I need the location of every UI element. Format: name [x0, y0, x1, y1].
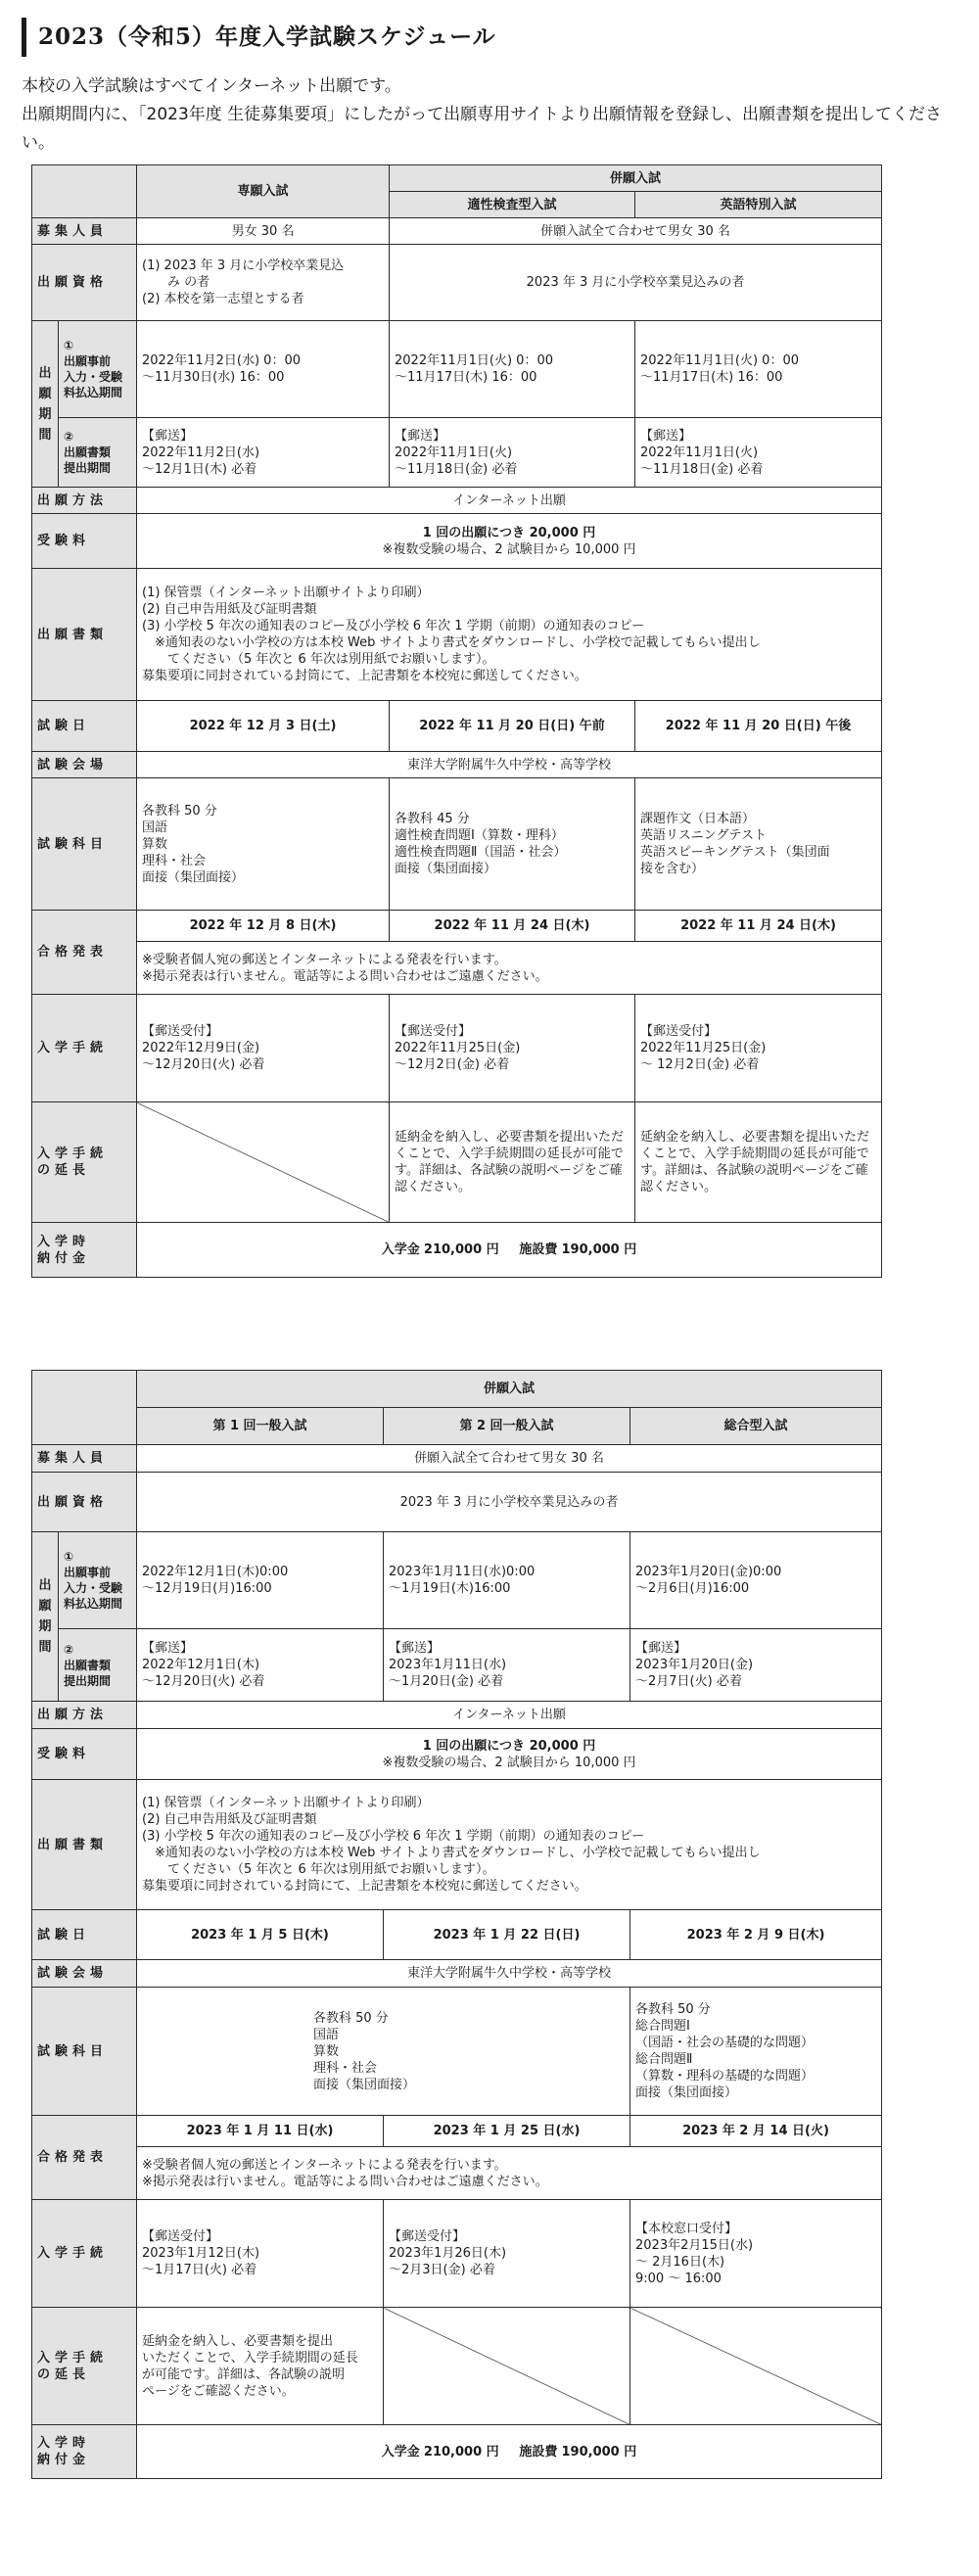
payment-value: 190,000 円	[561, 2444, 637, 2459]
payment-label: 入学金	[381, 1242, 420, 1257]
col-sogo: 総合型入試	[630, 1408, 882, 1445]
payment-label: 施設費	[519, 2444, 558, 2459]
col-senkan: 専願入試	[137, 165, 390, 218]
period-column-label: 出 願 期 間	[32, 321, 59, 488]
row-label-venue: 試験会場	[32, 1960, 137, 1988]
exam-date-cell: 2023 年 1 月 5 日(木)	[137, 1910, 384, 1960]
payment-value: 210,000 円	[423, 2444, 499, 2459]
row-label-documents: 出願書類	[32, 569, 137, 701]
period1-cell: 2022年11月1日(火) 0：00 ～11月17日(木) 16：00	[635, 321, 882, 418]
fee-note: ※複数受験の場合、2 試験目から 10,000 円	[382, 1755, 636, 1770]
col-tekisei: 適性検査型入試	[390, 192, 635, 218]
exam-date-cell: 2023 年 2 月 9 日(木)	[630, 1910, 882, 1960]
announce-date-cell: 2022 年 11 月 24 日(木)	[390, 911, 635, 942]
col-heigan: 併願入試	[137, 1371, 882, 1408]
fee-cell	[137, 1729, 882, 1780]
row-label-capacity: 募集人員	[32, 1445, 137, 1473]
extension-na-cell	[630, 2308, 882, 2425]
col-general-1: 第 1 回一般入試	[137, 1408, 384, 1445]
col-general-2: 第 2 回一般入試	[384, 1408, 630, 1445]
row-label-period1: ① 出願事前 入力・受験 料払込期間	[59, 321, 137, 418]
venue-cell: 東洋大学附属牛久中学校・高等学校	[137, 1960, 882, 1988]
announce-note-cell: ※受験者個人宛の郵送とインターネットによる発表を行います。 ※掲示発表は行いません。電話等による問い合わせはご遠慮ください。	[137, 2147, 882, 2200]
announce-date-cell: 2023 年 1 月 11 日(水)	[137, 2116, 384, 2147]
capacity-cell: 併願入試全て合わせて男女 30 名	[137, 1445, 882, 1473]
row-label-method: 出願方法	[32, 1702, 137, 1729]
procedure-cell: 【郵送受付】 2022年11月25日(金) ～12月2日(金) 必着	[390, 995, 635, 1102]
payment-value: 210,000 円	[423, 1242, 499, 1257]
payment-cell	[137, 2425, 882, 2479]
period2-cell: 【郵送】 2022年11月1日(火) ～11月18日(金) 必着	[390, 418, 635, 488]
row-label-documents: 出願書類	[32, 1780, 137, 1910]
row-label-announce: 合格発表	[32, 2116, 137, 2200]
extension-cell: 延納金を納入し、必要書類を提出 いただくことで、入学手続期間の延長 が可能です。詳細は、各試験の説明 ページをご確認ください。	[137, 2308, 384, 2425]
row-label-procedure: 入学手続	[32, 2200, 137, 2308]
fee-cell	[137, 514, 882, 569]
row-label-subjects: 試験科目	[32, 778, 137, 911]
row-label-procedure: 入学手続	[32, 995, 137, 1102]
exam-date-cell: 2022 年 12 月 3 日(土)	[137, 701, 390, 752]
subjects-cell: 各教科 45 分 適性検査問題Ⅰ（算数・理科） 適性検査問題Ⅱ（国語・社会） 面接（集団面接）	[390, 778, 635, 911]
exam-date-cell: 2022 年 11 月 20 日(日) 午前	[390, 701, 635, 752]
announce-date-cell: 2023 年 2 月 14 日(火)	[630, 2116, 882, 2147]
intro-line-1: 本校の入学試験はすべてインターネット出願です。	[22, 76, 401, 96]
payment-value: 190,000 円	[561, 1242, 637, 1257]
documents-cell: (1) 保管票（インターネット出願サイトより印刷） (2) 自己申告用紙及び証明書類 (3) 小学校 5 年次の通知表のコピー及び小学校 6 年次 1 学期（前期）の通知表のコピー ※通知表のない小学校の方は本校 Web サイトより書式をダウンロードし、小学校で記載してもらい提出し てください（5 年次と 6 年次は別用紙でお願いします）。 募集要項に同封されている封筒にて、上記書類を本校宛に郵送してください。	[137, 569, 882, 701]
period1-cell: 2022年12月1日(木)0:00 ～12月19日(月)16:00	[137, 1532, 384, 1629]
row-label-exam-date: 試験日	[32, 1910, 137, 1960]
capacity-heigan: 併願入試全て合わせて男女 30 名	[390, 218, 882, 245]
qualification-heigan: 2023 年 3 月に小学校卒業見込みの者	[390, 245, 882, 321]
row-label-exam-date: 試験日	[32, 701, 137, 752]
procedure-cell: 【郵送受付】 2022年12月9日(金) ～12月20日(火) 必着	[137, 995, 390, 1102]
procedure-cell: 【郵送受付】 2023年1月26日(木) ～2月3日(金) 必着	[384, 2200, 630, 2308]
fee-main: 1 回の出願につき 20,000 円	[422, 1738, 596, 1754]
row-label-venue: 試験会場	[32, 752, 137, 778]
col-eigo: 英語特別入試	[635, 192, 882, 218]
row-label-period2: ② 出願書類 提出期間	[59, 1629, 137, 1702]
row-label-qualification: 出願資格	[32, 1473, 137, 1532]
extension-cell: 延納金を納入し、必要書類を提出いただくことで、入学手続期間の延長が可能です。詳細は、各試験の説明ページをご確認ください。	[390, 1102, 635, 1223]
schedule-table-1	[31, 164, 882, 1278]
row-label-qualification: 出願資格	[32, 245, 137, 321]
period1-cell: 2023年1月20日(金)0:00 ～2月6日(月)16:00	[630, 1532, 882, 1629]
period2-cell: 【郵送】 2022年12月1日(木) ～12月20日(火) 必着	[137, 1629, 384, 1702]
fee-note: ※複数受験の場合、2 試験目から 10,000 円	[382, 541, 636, 557]
capacity-senkan: 男女 30 名	[137, 218, 390, 245]
exam-date-cell: 2023 年 1 月 22 日(日)	[384, 1910, 630, 1960]
intro-text	[22, 72, 961, 158]
row-label-extension: 入学手続 の延長	[32, 2308, 137, 2425]
documents-cell: (1) 保管票（インターネット出願サイトより印刷） (2) 自己申告用紙及び証明書類 (3) 小学校 5 年次の通知表のコピー及び小学校 6 年次 1 学期（前期）の通知表のコピー ※通知表のない小学校の方は本校 Web サイトより書式をダウンロードし、小学校で記載してもらい提出し てください（5 年次と 6 年次は別用紙でお願いします）。 募集要項に同封されている封筒にて、上記書類を本校宛に郵送してください。	[137, 1780, 882, 1910]
row-label-payment: 入学時 納付金	[32, 2425, 137, 2479]
method-cell: インターネット出願	[137, 488, 882, 514]
row-label-method: 出願方法	[32, 488, 137, 514]
payment-cell	[137, 1223, 882, 1278]
procedure-cell: 【郵送受付】 2023年1月12日(木) ～1月17日(火) 必着	[137, 2200, 384, 2308]
extension-cell: 延納金を納入し、必要書類を提出いただくことで、入学手続期間の延長が可能です。詳細は、各試験の説明ページをご確認ください。	[635, 1102, 882, 1223]
row-label-extension: 入学手続 の延長	[32, 1102, 137, 1223]
subjects-sogo-cell: 各教科 50 分 総合問題Ⅰ （国語・社会の基礎的な問題） 総合問題Ⅱ （算数・理科の基礎的な問題） 面接（集団面接）	[630, 1988, 882, 2116]
col-heigan: 併願入試	[390, 165, 882, 192]
announce-note-cell: ※受験者個人宛の郵送とインターネットによる発表を行います。 ※掲示発表は行いません。電話等による問い合わせはご遠慮ください。	[137, 942, 882, 995]
corner-cell	[32, 165, 137, 218]
extension-na-cell	[137, 1102, 390, 1223]
intro-line-2: 出願期間内に、「2023年度 生徒募集要項」にしたがって出願専用サイトより出願情報を登録し、出願書類を提出してください。	[22, 105, 942, 153]
procedure-cell: 【郵送受付】 2022年11月25日(金) ～ 12月2日(金) 必着	[635, 995, 882, 1102]
announce-date-cell: 2022 年 12 月 8 日(木)	[137, 911, 390, 942]
row-label-fee: 受験料	[32, 1729, 137, 1780]
row-label-period2: ② 出願書類 提出期間	[59, 418, 137, 488]
subjects-general-cell: 各教科 50 分 国語 算数 理科・社会 面接（集団面接）	[137, 1988, 630, 2116]
row-label-subjects: 試験科目	[32, 1988, 137, 2116]
page-title: 2023（令和5）年度入学試験スケジュール	[22, 18, 496, 57]
qualification-cell: 2023 年 3 月に小学校卒業見込みの者	[137, 1473, 882, 1532]
row-label-fee: 受験料	[32, 514, 137, 569]
procedure-cell: 【本校窓口受付】 2023年2月15日(水) ～ 2月16日(木) 9:00 ～ 16:00	[630, 2200, 882, 2308]
row-label-payment: 入学時 納付金	[32, 1223, 137, 1278]
subjects-cell: 課題作文（日本語） 英語リスニングテスト 英語スピーキングテスト（集団面 接を含む）	[635, 778, 882, 911]
qualification-senkan: (1) 2023 年 3 月に小学校卒業見込 み の者 (2) 本校を第一志望とする者	[137, 245, 390, 321]
extension-na-cell	[384, 2308, 630, 2425]
venue-cell: 東洋大学附属牛久中学校・高等学校	[137, 752, 882, 778]
period2-cell: 【郵送】 2023年1月11日(水) ～1月20日(金) 必着	[384, 1629, 630, 1702]
method-cell: インターネット出願	[137, 1702, 882, 1729]
period2-cell: 【郵送】 2023年1月20日(金) ～2月7日(火) 必着	[630, 1629, 882, 1702]
row-label-capacity: 募集人員	[32, 218, 137, 245]
exam-date-cell: 2022 年 11 月 20 日(日) 午後	[635, 701, 882, 752]
period1-cell: 2023年1月11日(水)0:00 ～1月19日(木)16:00	[384, 1532, 630, 1629]
payment-label: 施設費	[519, 1242, 558, 1257]
period2-cell: 【郵送】 2022年11月1日(火) ～11月18日(金) 必着	[635, 418, 882, 488]
corner-cell	[32, 1371, 137, 1445]
period-column-label: 出 願 期 間	[32, 1532, 59, 1702]
announce-date-cell: 2023 年 1 月 25 日(水)	[384, 2116, 630, 2147]
row-label-announce: 合格発表	[32, 911, 137, 995]
period2-cell: 【郵送】 2022年11月2日(水) ～12月1日(木) 必着	[137, 418, 390, 488]
fee-main: 1 回の出願につき 20,000 円	[422, 525, 596, 540]
period1-cell: 2022年11月1日(火) 0：00 ～11月17日(木) 16：00	[390, 321, 635, 418]
payment-label: 入学金	[381, 2444, 420, 2459]
announce-date-cell: 2022 年 11 月 24 日(木)	[635, 911, 882, 942]
subjects-cell: 各教科 50 分 国語 算数 理科・社会 面接（集団面接）	[137, 778, 390, 911]
row-label-period1: ① 出願事前 入力・受験 料払込期間	[59, 1532, 137, 1629]
schedule-table-2	[31, 1370, 882, 2479]
period1-cell: 2022年11月2日(水) 0：00 ～11月30日(水) 16：00	[137, 321, 390, 418]
